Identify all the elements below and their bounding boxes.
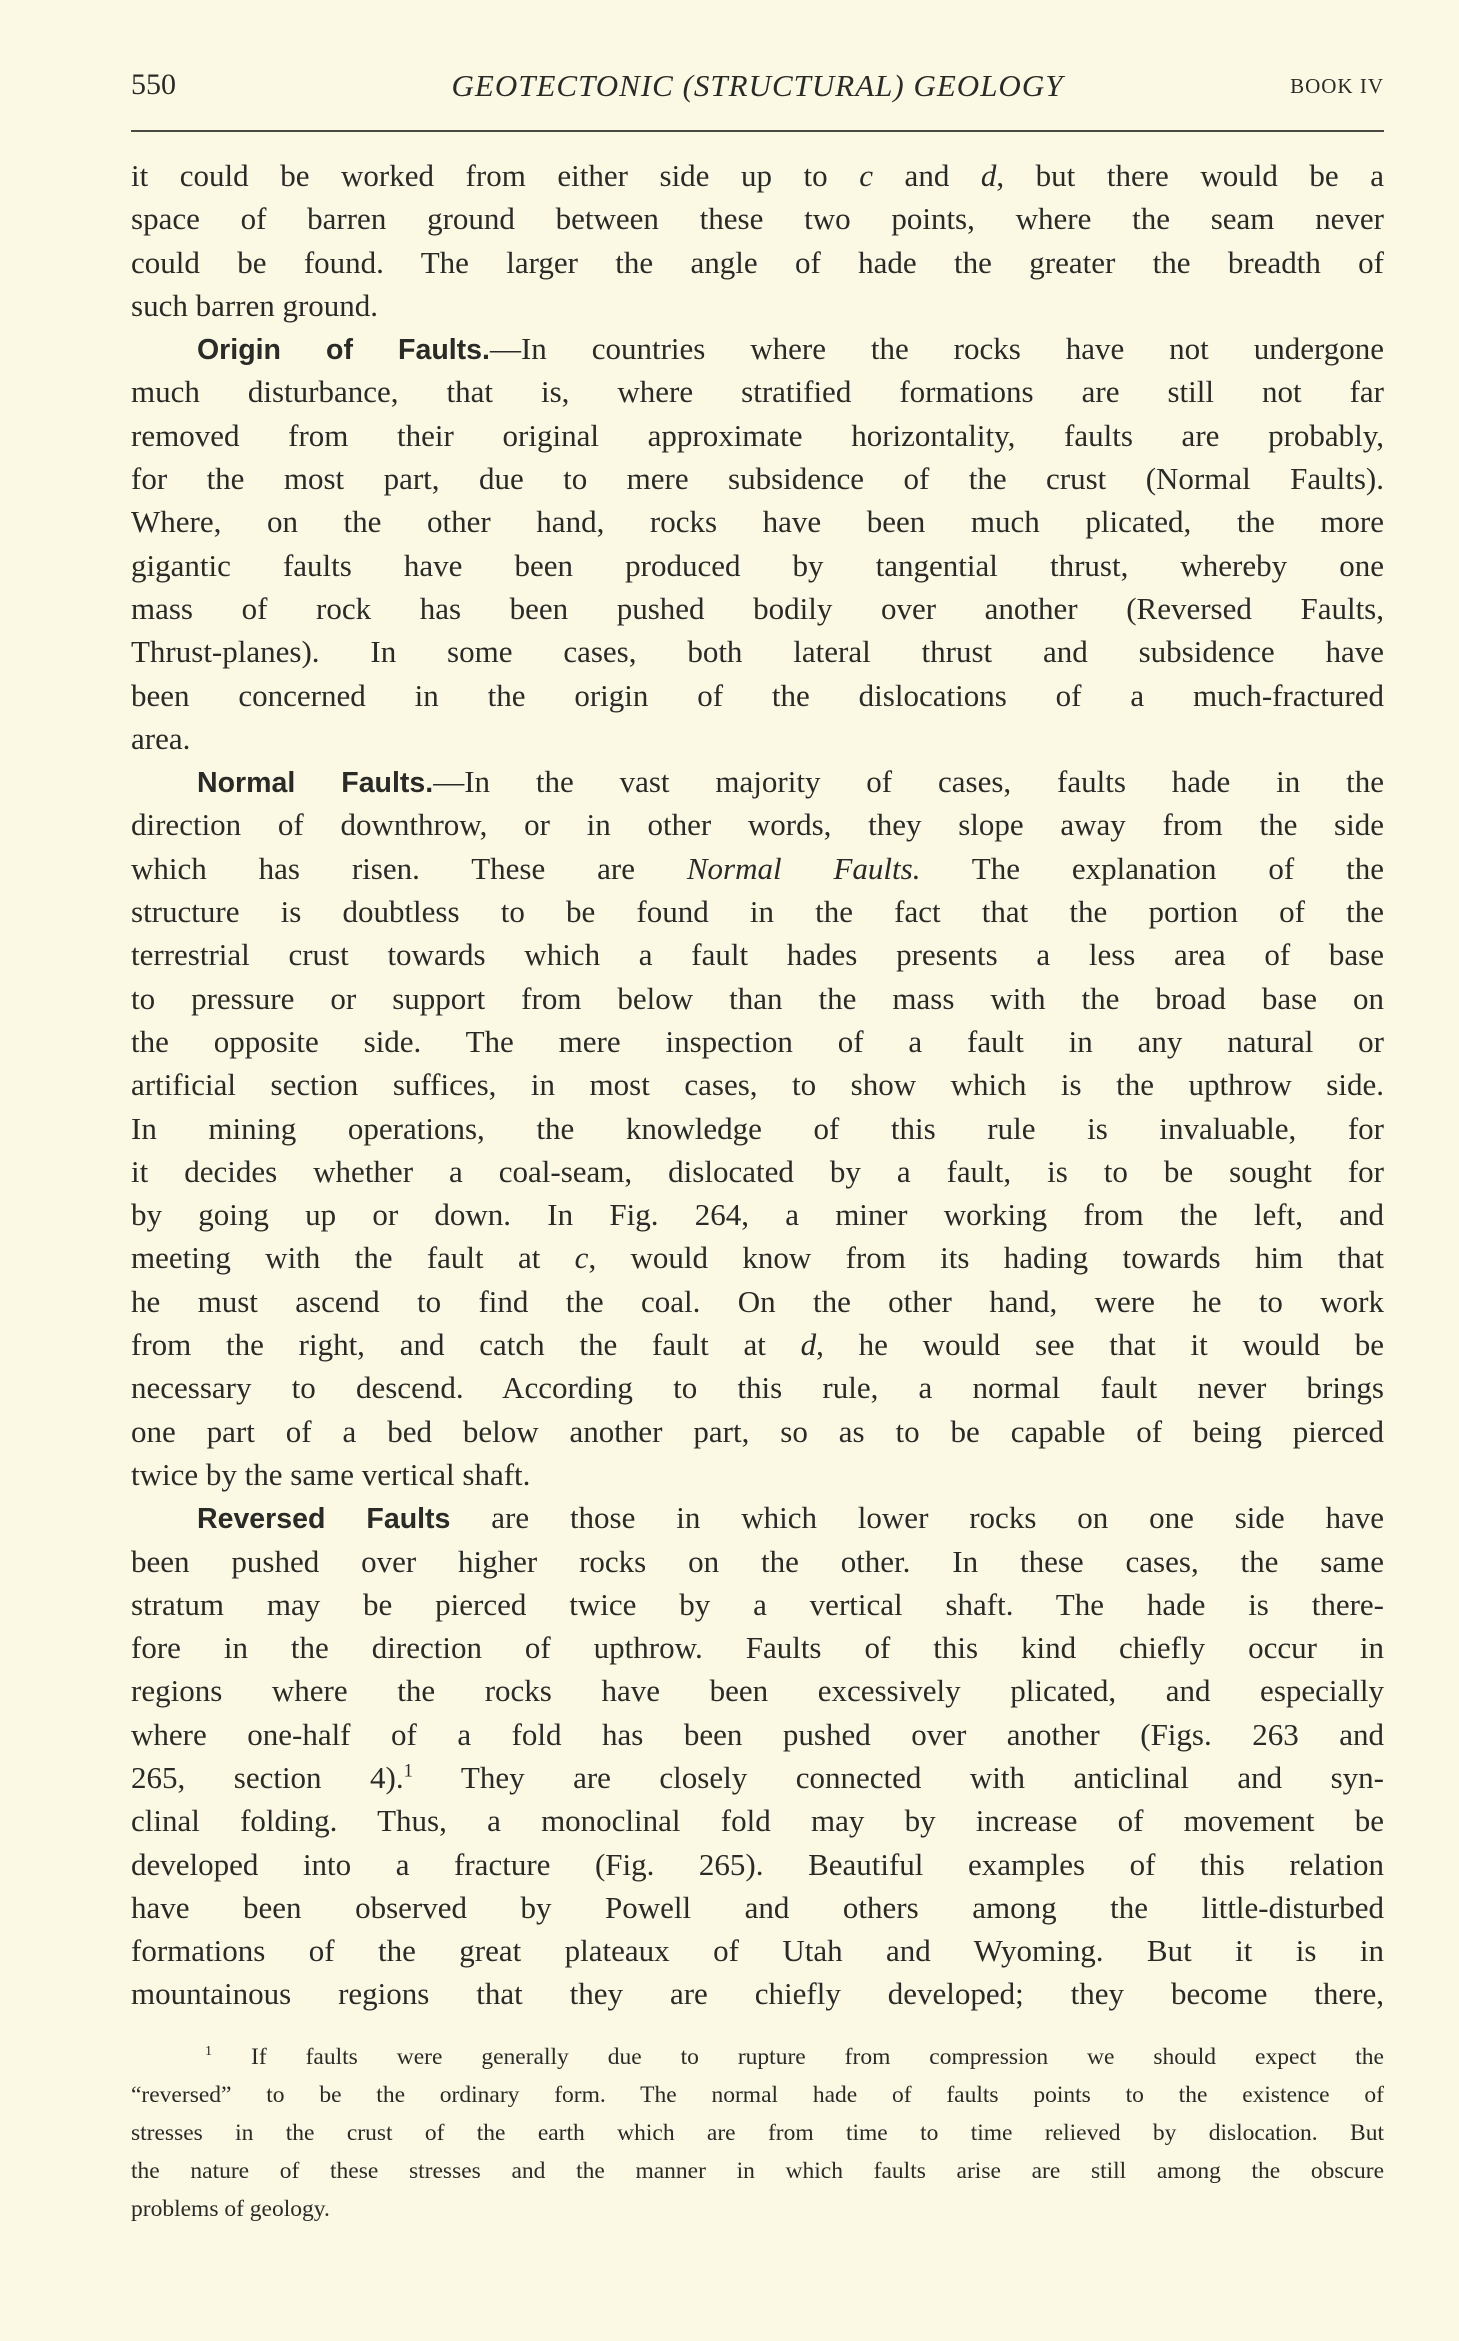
italic-text: Normal Faults.	[686, 850, 921, 886]
body-line	[131, 1193, 1384, 1236]
body-line	[131, 1323, 1384, 1366]
footnote-marker: 1	[403, 1760, 413, 1782]
text-run: much disturbance, that is, where stratified formations are still not far	[131, 374, 1384, 410]
body-line	[131, 241, 1384, 284]
body-line	[131, 803, 1384, 846]
footnote-line	[131, 2076, 1384, 2114]
text-run: removed from their original approximate horizontality, faults are probably,	[131, 417, 1384, 453]
italic-text: d	[800, 1327, 817, 1363]
text-run: space of barren ground between these two points, where the seam never	[131, 201, 1384, 237]
body-line	[131, 977, 1384, 1020]
body-line	[131, 154, 1384, 197]
text-run: the opposite side. The mere inspection of a fault in any natural or	[131, 1023, 1384, 1059]
text-run: problems of geology.	[131, 2196, 330, 2223]
text-run: area.	[131, 720, 191, 756]
text-run: “reversed” to be the ordinary form. The normal hade of faults points to the existence of	[131, 2082, 1384, 2109]
body-line	[131, 587, 1384, 630]
body-line	[131, 544, 1384, 587]
body-line	[131, 1540, 1384, 1583]
text-run: , but there would be a	[996, 158, 1384, 193]
text-run: for the most part, due to mere subsidence of the crust (Normal Faults).	[131, 461, 1384, 497]
text-run: 265, section 4).	[131, 1759, 404, 1795]
footnote-marker: 1	[205, 2043, 213, 2060]
text-run: structure is doubtless to be found in the fact that the portion of the	[131, 894, 1384, 930]
text-run: one part of a bed below another part, so as to be capable of being pierced	[131, 1413, 1384, 1449]
italic-text: d	[980, 158, 997, 193]
text-run: been pushed over higher rocks on the other. In these cases, the same	[131, 1543, 1384, 1579]
text-run: artificial section suffices, in most cases, to show which is the upthrow side.	[131, 1067, 1384, 1103]
text-run: stratum may be pierced twice by a vertical shaft. The hade is there-	[131, 1586, 1384, 1622]
body-line	[131, 1063, 1384, 1106]
body-line	[131, 1886, 1384, 1929]
text-run: mountainous regions that they are chiefly developed; they become there,	[131, 1976, 1384, 2012]
text-run: have been observed by Powell and others among the little-disturbed	[131, 1889, 1384, 1925]
text-run: meeting with the fault at	[131, 1240, 575, 1276]
text-run: by going up or down. In Fig. 264, a miner working from the left, and	[131, 1197, 1384, 1233]
text-run: Thrust-planes). In some cases, both lateral thrust and subsidence have	[131, 634, 1384, 670]
italic-text: c	[859, 158, 873, 193]
footnote-line	[131, 2038, 1384, 2076]
text-run: If faults were generally due to rupture from compression we should expect the	[212, 2044, 1384, 2070]
page-number: 550	[131, 68, 176, 101]
body-line	[131, 1929, 1384, 1972]
header-rule	[131, 130, 1384, 132]
body-line	[131, 197, 1384, 240]
body-line	[131, 630, 1384, 673]
text-run: , would know from its hading towards him that	[588, 1240, 1384, 1276]
text-run: to pressure or support from below than the mass with the broad base on	[131, 980, 1384, 1016]
body-line	[131, 847, 1384, 890]
body-line	[131, 1626, 1384, 1669]
text-run: terrestrial crust towards which a fault hades presents a less area of base	[131, 937, 1384, 973]
text-run: —In countries where the rocks have not undergone	[489, 331, 1384, 367]
footnote-line	[131, 2190, 1384, 2228]
text-run: —In the vast majority of cases, faults hade in the	[433, 764, 1384, 800]
body-line	[131, 1366, 1384, 1409]
body-line	[131, 1756, 1384, 1799]
body-line	[131, 1799, 1384, 1842]
text-run: necessary to descend. According to this rule, a normal fault never brings	[131, 1370, 1384, 1406]
text-run: gigantic faults have been produced by tangential thrust, whereby one	[131, 547, 1384, 583]
body-text	[131, 154, 1384, 2016]
body-line	[131, 284, 1384, 327]
body-line	[131, 1280, 1384, 1323]
text-run: fore in the direction of upthrow. Faults of this kind chiefly occur in	[131, 1630, 1384, 1666]
text-run: and	[873, 158, 981, 193]
body-line	[131, 414, 1384, 457]
body-line	[131, 1410, 1384, 1453]
text-run: he must ascend to find the coal. On the other hand, were he to work	[131, 1283, 1384, 1319]
body-line	[131, 717, 1384, 760]
running-header	[131, 68, 1384, 112]
text-run: They are closely connected with anticlinal and syn-	[412, 1759, 1384, 1795]
body-line	[131, 1713, 1384, 1756]
text-run: it decides whether a coal-seam, dislocated by a fault, is to be sought for	[131, 1153, 1384, 1189]
body-line	[131, 500, 1384, 543]
text-run: such barren ground.	[131, 287, 379, 323]
body-line	[131, 1107, 1384, 1150]
text-run: twice by the same vertical shaft.	[131, 1456, 531, 1492]
text-run: , he would see that it would be	[816, 1327, 1385, 1363]
body-line	[131, 1583, 1384, 1626]
text-run: In mining operations, the knowledge of this rule is invaluable, for	[131, 1110, 1384, 1146]
text-run: where one-half of a fold has been pushed over another (Figs. 263 and	[131, 1716, 1384, 1752]
text-run: the nature of these stresses and the manner in which faults arise are still among the obscure	[131, 2158, 1384, 2185]
body-line	[131, 933, 1384, 976]
body-line	[131, 327, 1384, 370]
body-line	[131, 1236, 1384, 1279]
text-run: Where, on the other hand, rocks have been much plicated, the more	[131, 504, 1384, 540]
text-run: mass of rock has been pushed bodily over another (Reversed Faults,	[131, 590, 1384, 626]
footnote-line	[131, 2114, 1384, 2152]
text-run: formations of the great plateaux of Utah and Wyoming. But it is in	[131, 1933, 1384, 1969]
text-run: stresses in the crust of the earth which are from time to time relieved by dislocation. But	[131, 2120, 1384, 2147]
body-line	[131, 370, 1384, 413]
text-run: developed into a fracture (Fig. 265). Beautiful examples of this relation	[131, 1846, 1384, 1882]
body-line	[131, 1453, 1384, 1496]
text-run: clinal folding. Thus, a monoclinal fold may by increase of movement be	[131, 1803, 1384, 1839]
text-run: it could be worked from either side up to	[131, 158, 860, 193]
body-line	[131, 1150, 1384, 1193]
text-run: The explanation of the	[920, 850, 1384, 886]
body-line	[131, 760, 1384, 803]
italic-text: c	[574, 1240, 589, 1276]
body-line	[131, 674, 1384, 717]
body-line	[131, 890, 1384, 933]
section-heading: Reversed Faults	[197, 1503, 451, 1536]
text-run: are those in which lower rocks on one side have	[450, 1500, 1384, 1536]
section-heading: Origin of Faults.	[197, 334, 490, 367]
body-line	[131, 1843, 1384, 1886]
text-run: been concerned in the origin of the dislocations of a much-fractured	[131, 677, 1384, 713]
text-run: direction of downthrow, or in other words, they slope away from the side	[131, 807, 1384, 843]
book-label: BOOK IV	[1290, 74, 1384, 98]
text-run: regions where the rocks have been excessively plicated, and especially	[131, 1673, 1384, 1709]
footnotes	[131, 2038, 1384, 2228]
footnote-line	[131, 2152, 1384, 2190]
text-run: could be found. The larger the angle of hade the greater the breadth of	[131, 244, 1384, 280]
body-line	[131, 1020, 1384, 1063]
section-heading: Normal Faults.	[197, 767, 434, 800]
body-line	[131, 457, 1384, 500]
body-line	[131, 1972, 1384, 2015]
body-line	[131, 1496, 1384, 1539]
text-run: from the right, and catch the fault at	[131, 1327, 801, 1363]
running-title: GEOTECTONIC (STRUCTURAL) GEOLOGY	[451, 68, 1064, 103]
text-run: which has risen. These are	[131, 850, 687, 886]
body-line	[131, 1669, 1384, 1712]
